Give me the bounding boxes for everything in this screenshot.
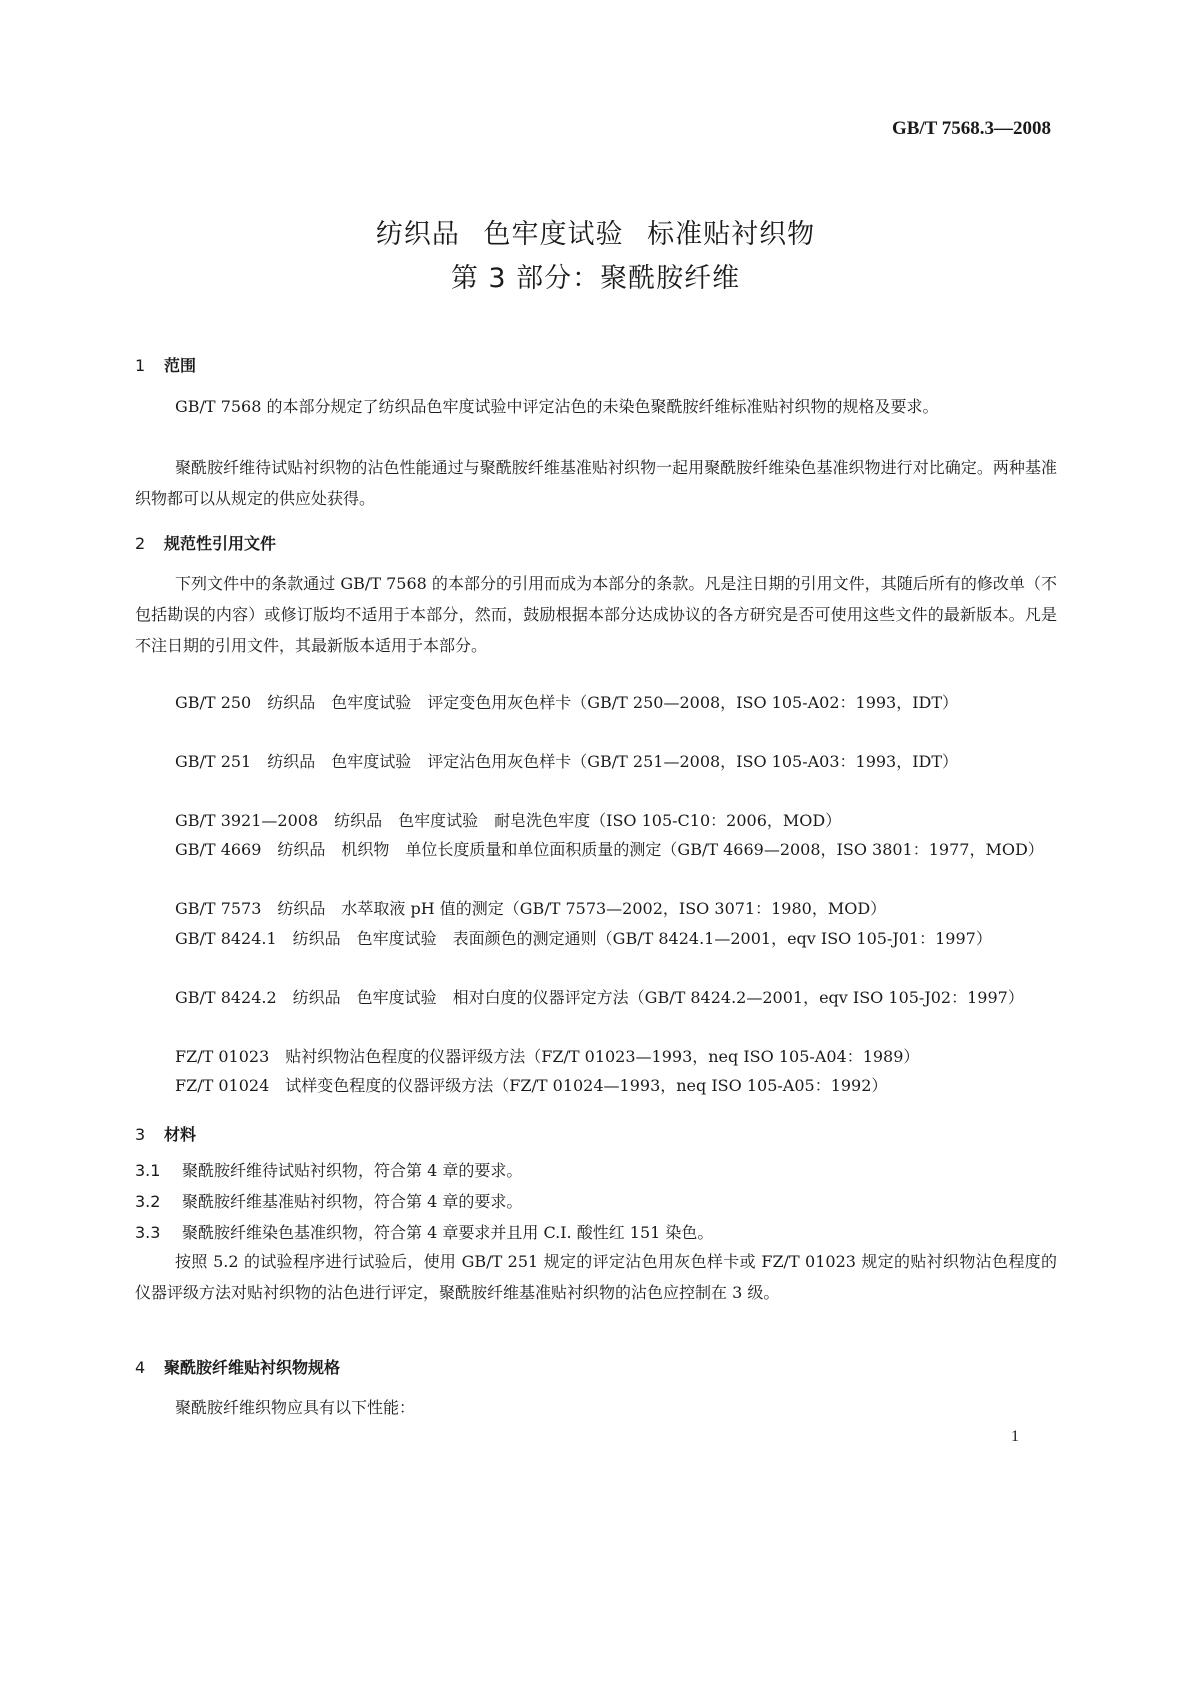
reference-item: FZ/T 01024 试样变色程度的仪器评级方法（FZ/T 01024—1993，neq ISO 105-A05：1992） <box>175 1076 888 1095</box>
reference-item: GB/T 251 纺织品 色牢度试验 评定沾色用灰色样卡（GB/T 251—2008，ISO 105-A03：1993，IDT） <box>175 752 959 771</box>
section-number: 3 <box>135 1125 146 1144</box>
clause-text: 聚酰胺纤维待试贴衬织物，符合第 4 章的要求。 <box>182 1161 523 1180</box>
section-3-paragraph: 按照 5.2 的试验程序进行试验后，使用 GB/T 251 规定的评定沾色用灰色样卡或 FZ/T 01023 规定的贴衬织物沾色程度的仪器评级方法对贴衬织物的沾色进行评定，聚酰胺纤维基准贴衬织物的沾色应控制在 3 级。 <box>135 1252 1057 1302</box>
section-3-heading <box>135 1122 196 1145</box>
standard-number: GB/T 7568.3—2008 <box>891 118 1051 139</box>
section-title: 材料 <box>164 1125 197 1144</box>
document-title-line1: 纺织品 色牢度试验 标准贴衬织物 <box>375 219 816 250</box>
clause-number: 3.3 <box>135 1223 161 1242</box>
section-number: 1 <box>135 356 146 375</box>
section-title: 聚酰胺纤维贴衬织物规格 <box>164 1358 341 1377</box>
clause-3-2 <box>135 1186 1057 1217</box>
section-2-heading <box>135 531 276 554</box>
section-1-heading <box>135 353 196 376</box>
section-title: 范围 <box>164 356 197 375</box>
clause-text: 聚酰胺纤维染色基准织物，符合第 4 章要求并且用 C.I. 酸性红 151 染色。 <box>182 1223 714 1242</box>
section-number: 2 <box>135 534 146 553</box>
section-2-intro: 下列文件中的条款通过 GB/T 7568 的本部分的引用而成为本部分的条款。凡是注日期的引用文件，其随后所有的修改单（不包括勘误的内容）或修订版均不适用于本部分，然而，鼓励根据本部分达成协议的各方研究是否可使用这些文件的最新版本。凡是不注日期的引用文件，其最新版本适用于本部分。 <box>135 574 1057 655</box>
section-1-paragraph-2: 聚酰胺纤维待试贴衬织物的沾色性能通过与聚酰胺纤维基准贴衬织物一起用聚酰胺纤维染色基准织物进行对比确定。两种基准织物都可以从规定的供应处获得。 <box>135 458 1057 508</box>
section-4-paragraph: 聚酰胺纤维织物应具有以下性能： <box>175 1398 416 1417</box>
page-number: 1 <box>1011 1428 1019 1445</box>
section-title: 规范性引用文件 <box>164 534 277 553</box>
clause-number: 3.2 <box>135 1192 161 1211</box>
clause-3-1 <box>135 1155 1057 1186</box>
reference-item: GB/T 8424.1 纺织品 色牢度试验 表面颜色的测定通则（GB/T 8424.1—2001，eqv ISO 105-J01：1997） <box>175 929 992 948</box>
reference-item: GB/T 3921—2008 纺织品 色牢度试验 耐皂洗色牢度（ISO 105-C10：2006，MOD） <box>175 811 842 830</box>
reference-item: GB/T 4669 纺织品 机织物 单位长度质量和单位面积质量的测定（GB/T 4669—2008，ISO 3801：1977，MOD） <box>175 840 1044 859</box>
clause-3-3 <box>135 1217 1057 1248</box>
reference-item: GB/T 7573 纺织品 水萃取液 pH 值的测定（GB/T 7573—2002，ISO 3071：1980，MOD） <box>175 899 887 918</box>
section-4-heading <box>135 1355 340 1378</box>
reference-item: FZ/T 01023 贴衬织物沾色程度的仪器评级方法（FZ/T 01023—1993，neq ISO 105-A04：1989） <box>175 1047 920 1066</box>
reference-item: GB/T 8424.2 纺织品 色牢度试验 相对白度的仪器评定方法（GB/T 8424.2—2001，eqv ISO 105-J02：1997） <box>175 988 1024 1007</box>
clause-text: 聚酰胺纤维基准贴衬织物，符合第 4 章的要求。 <box>182 1192 523 1211</box>
section-number: 4 <box>135 1358 146 1377</box>
document-title-line2: 第 3 部分：聚酰胺纤维 <box>450 263 741 294</box>
reference-item: GB/T 250 纺织品 色牢度试验 评定变色用灰色样卡（GB/T 250—2008，ISO 105-A02：1993，IDT） <box>175 693 959 712</box>
section-1-paragraph-1: GB/T 7568 的本部分规定了纺织品色牢度试验中评定沾色的未染色聚酰胺纤维标准贴衬织物的规格及要求。 <box>175 397 939 416</box>
clause-number: 3.1 <box>135 1161 161 1180</box>
